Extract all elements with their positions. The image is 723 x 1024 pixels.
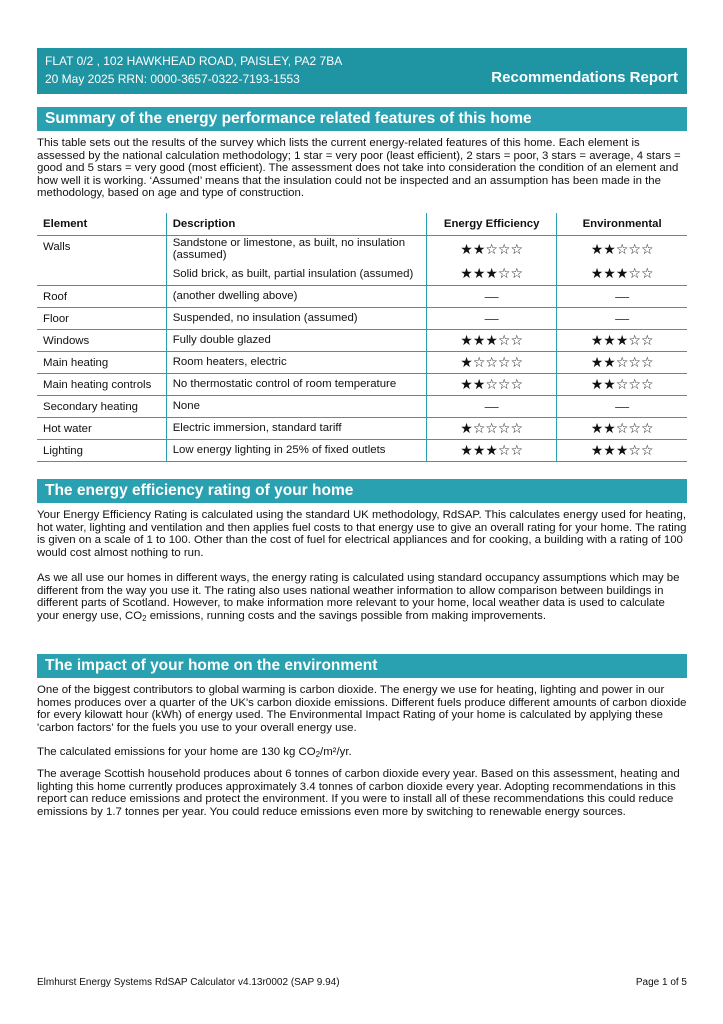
- description-cell: None: [166, 395, 426, 417]
- table-row: [37, 351, 687, 373]
- table-row: [37, 373, 687, 395]
- element-cell: Main heating controls: [37, 373, 166, 395]
- element-cell: Lighting: [37, 439, 166, 461]
- table-row: [37, 395, 687, 417]
- impact-para-2-text: The calculated emissions for your home are 130 kg CO: [37, 746, 316, 758]
- element-cell: Roof: [37, 285, 166, 307]
- report-header: [37, 48, 687, 94]
- efficiency-stars: ★★☆☆☆: [427, 235, 557, 263]
- table-row: [37, 417, 687, 439]
- efficiency-stars: —: [427, 285, 557, 307]
- environmental-stars: —: [557, 285, 687, 307]
- element-cell: Windows: [37, 329, 166, 351]
- environmental-stars: ★★☆☆☆: [557, 235, 687, 263]
- impact-para-2: [37, 746, 687, 762]
- impact-para-1: One of the biggest contributors to global warming is carbon dioxide. The energy we use for heating, lighting and power in our homes produces over a quarter of the UK's carbon dioxide emissions. Different fuels produce different amounts of carbon dioxide for every kilowatt hour (kWh) of energy used. The Environmental Impact Rating of your home is calculated by applying these 'carbon factors' for the fuels you use to your overall energy use.: [37, 684, 687, 734]
- summary-heading: Summary of the energy performance related features of this home: [37, 107, 687, 131]
- efficiency-stars: ★☆☆☆☆: [427, 417, 557, 439]
- col-description: Description: [166, 213, 426, 235]
- table-row: [37, 329, 687, 351]
- col-environmental: Environmental: [557, 213, 687, 235]
- environmental-stars: ★★☆☆☆: [557, 417, 687, 439]
- environmental-stars: —: [557, 307, 687, 329]
- rating-para-2-text: As we all use our homes in different ways, the energy rating is calculated using standard occupancy assumptions which may be different from the way you use it. The rating also uses national weather information to allow comparison between buildings in different parts of Scotland. However, to make information more relevant to your home, local weather data is used to calculate your energy use, CO: [37, 572, 680, 622]
- element-cell: Walls: [37, 235, 166, 285]
- description-cell: Low energy lighting in 25% of fixed outlets: [166, 439, 426, 461]
- element-cell: Secondary heating: [37, 395, 166, 417]
- date-rrn: 20 May 2025 RRN: 0000-3657-0322-7193-1553: [45, 72, 300, 86]
- rating-para-2: [37, 572, 687, 625]
- software-version: Elmhurst Energy Systems RdSAP Calculator v4.13r0002 (SAP 9.94): [37, 977, 340, 988]
- environmental-stars: —: [557, 395, 687, 417]
- efficiency-stars: ★☆☆☆☆: [427, 351, 557, 373]
- efficiency-stars: —: [427, 307, 557, 329]
- description-cell: No thermostatic control of room temperature: [166, 373, 426, 395]
- col-efficiency: Energy Efficiency: [427, 213, 557, 235]
- element-cell: Hot water: [37, 417, 166, 439]
- rating-heading: The energy efficiency rating of your home: [37, 479, 687, 503]
- table-row: [37, 285, 687, 307]
- environmental-stars: ★★☆☆☆: [557, 351, 687, 373]
- impact-para-3: The average Scottish household produces about 6 tonnes of carbon dioxide every year. Based on this assessment, heating and lighting this home currently produces approximately 3.4 tonnes of carbon dioxide every year. Adopting recommendations in this report can reduce emissions and protect the environment. If you were to install all of these recommendations this could reduce emissions by 1.7 tonnes per year. You could reduce emissions even more by switching to renewable energy sources.: [37, 768, 680, 818]
- efficiency-stars: —: [427, 395, 557, 417]
- description-cell: (another dwelling above): [166, 285, 426, 307]
- description-cell: Solid brick, as built, partial insulation (assumed): [166, 263, 426, 285]
- description-cell: Electric immersion, standard tariff: [166, 417, 426, 439]
- element-cell: Main heating: [37, 351, 166, 373]
- environmental-stars: ★★☆☆☆: [557, 373, 687, 395]
- report-title: Recommendations Report: [491, 69, 678, 86]
- efficiency-stars: ★★☆☆☆: [427, 373, 557, 395]
- efficiency-stars: ★★★☆☆: [427, 439, 557, 461]
- environmental-stars: ★★★☆☆: [557, 439, 687, 461]
- impact-para-2-text-end: /m²/yr.: [320, 746, 352, 758]
- summary-intro: This table sets out the results of the survey which lists the current energy-related features of this home. Each element is assessed by the national calculation methodology; 1 star = very poor (least efficient), 2 stars = poor, 3 stars = average, 4 stars = good and 5 stars = very good (most efficient). The assessment does not take into consideration the condition of an element and how well it is working. ‘Assumed’ means that the insulation could not be inspected and an assumption has been made in the methodology, based on age and type of construction.: [37, 137, 681, 199]
- efficiency-stars: ★★★☆☆: [427, 329, 557, 351]
- description-cell: Room heaters, electric: [166, 351, 426, 373]
- page-number: Page 1 of 5: [635, 977, 687, 988]
- efficiency-stars: ★★★☆☆: [427, 263, 557, 285]
- col-element: Element: [37, 213, 166, 235]
- description-cell: Fully double glazed: [166, 329, 426, 351]
- property-address: FLAT 0/2 , 102 HAWKHEAD ROAD, PAISLEY, PA2 7BA: [45, 54, 343, 68]
- element-cell: Floor: [37, 307, 166, 329]
- environmental-stars: ★★★☆☆: [557, 263, 687, 285]
- rating-para-2-text-end: emissions, running costs and the savings possible from making improvements.: [146, 609, 547, 622]
- co2-subscript: 2: [142, 613, 147, 623]
- rating-para-1: Your Energy Efficiency Rating is calculated using the standard UK methodology, RdSAP. This calculates energy used for heating, hot water, lighting and ventilation and then applies fuel costs to that energy use to give an overall rating for your home. The rating is given on a scale of 1 to 100. Other than the cost of fuel for electrical appliances and for cooking, a building with a rating of 100 would cost almost nothing to run.: [37, 509, 687, 559]
- description-cell: Sandstone or limestone, as built, no insulation (assumed): [166, 235, 426, 263]
- environmental-stars: ★★★☆☆: [557, 329, 687, 351]
- table-row: [37, 439, 687, 461]
- description-cell: Suspended, no insulation (assumed): [166, 307, 426, 329]
- impact-heading: The impact of your home on the environment: [37, 654, 687, 678]
- table-row: [37, 307, 687, 329]
- co2-subscript: 2: [315, 750, 321, 759]
- table-row: [37, 235, 687, 263]
- features-table: [37, 213, 687, 462]
